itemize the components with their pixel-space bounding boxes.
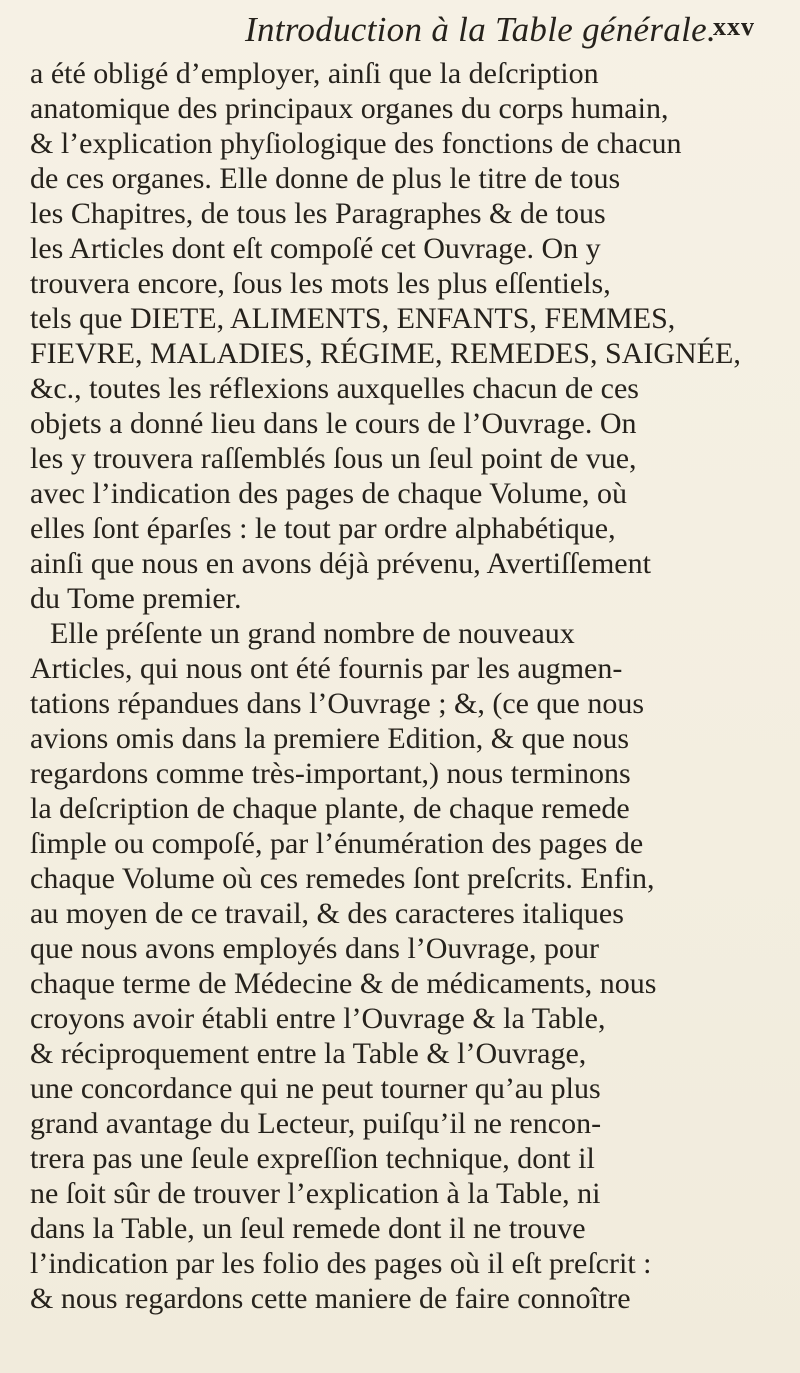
text-line: tels que DIETE, ALIMENTS, ENFANTS, FEMMES, [30, 302, 676, 335]
text-line: croyons avoir établi entre l’Ouvrage & la Table, [30, 1002, 606, 1035]
text-line: tations répandues dans l’Ouvrage ; &, (ce que nous [30, 687, 644, 720]
text-line: & l’explication phyſiologique des fonctions de chacun [30, 127, 682, 160]
text-line: trouvera encore, ſous les mots les plus eſſentiels, [30, 267, 611, 300]
text-line: chaque terme de Médecine & de médicaments, nous [30, 967, 657, 1000]
running-header [0, 10, 800, 58]
running-title: Introduction à la Table générale. [245, 10, 717, 49]
text-line: l’indication par les folio des pages où il eſt preſcrit : [30, 1247, 652, 1280]
text-line: FIEVRE, MALADIES, RÉGIME, REMEDES, SAIGNÉE, [30, 337, 741, 370]
text-line: grand avantage du Lecteur, puiſqu’il ne rencon- [30, 1107, 602, 1140]
text-line: avions omis dans la premiere Edition, & que nous [30, 722, 630, 755]
text-line: Elle préſente un grand nombre de nouveaux [50, 617, 575, 650]
text-line: que nous avons employés dans l’Ouvrage, pour [30, 932, 600, 965]
text-line: les Articles dont eſt compoſé cet Ouvrage. On y [30, 232, 601, 265]
text-line: a été obligé d’employer, ainſi que la deſcription [30, 57, 599, 90]
page-number: xxv [713, 12, 755, 41]
text-line: chaque Volume où ces remedes ſont preſcrits. Enfin, [30, 862, 655, 895]
text-line: regardons comme très-important,) nous terminons [30, 757, 631, 790]
text-line: trera pas une ſeule expreſſion technique, dont il [30, 1142, 595, 1175]
text-line: du Tome premier. [30, 582, 242, 615]
text-line: ainſi que nous en avons déjà prévenu, Avertiſſement [30, 547, 651, 580]
text-line: les y trouvera raſſemblés ſous un ſeul point de vue, [30, 442, 637, 475]
text-line: ſimple ou compoſé, par l’énumération des pages de [30, 827, 644, 860]
text-line: anatomique des principaux organes du corps humain, [30, 92, 669, 125]
text-line: ne ſoit sûr de trouver l’explication à la Table, ni [30, 1177, 601, 1210]
text-line: objets a donné lieu dans le cours de l’Ouvrage. On [30, 407, 637, 440]
text-line: dans la Table, un ſeul remede dont il ne trouve [30, 1212, 586, 1245]
text-line: &c., toutes les réflexions auxquelles chacun de ces [30, 372, 639, 405]
text-line: Articles, qui nous ont été fournis par les augmen- [30, 652, 623, 685]
text-line: la deſcription de chaque plante, de chaque remede [30, 792, 630, 825]
text-line: avec l’indication des pages de chaque Volume, où [30, 477, 628, 510]
text-line: & nous regardons cette maniere de faire connoître [30, 1282, 631, 1315]
text-line: elles ſont éparſes : le tout par ordre alphabétique, [30, 512, 616, 545]
text-line: une concordance qui ne peut tourner qu’au plus [30, 1072, 601, 1105]
text-line: de ces organes. Elle donne de plus le titre de tous [30, 162, 621, 195]
text-line: & réciproquement entre la Table & l’Ouvrage, [30, 1037, 587, 1070]
text-line: au moyen de ce travail, & des caracteres italiques [30, 897, 624, 930]
text-line: les Chapitres, de tous les Paragraphes & de tous [30, 197, 606, 230]
body-text [30, 54, 770, 1369]
